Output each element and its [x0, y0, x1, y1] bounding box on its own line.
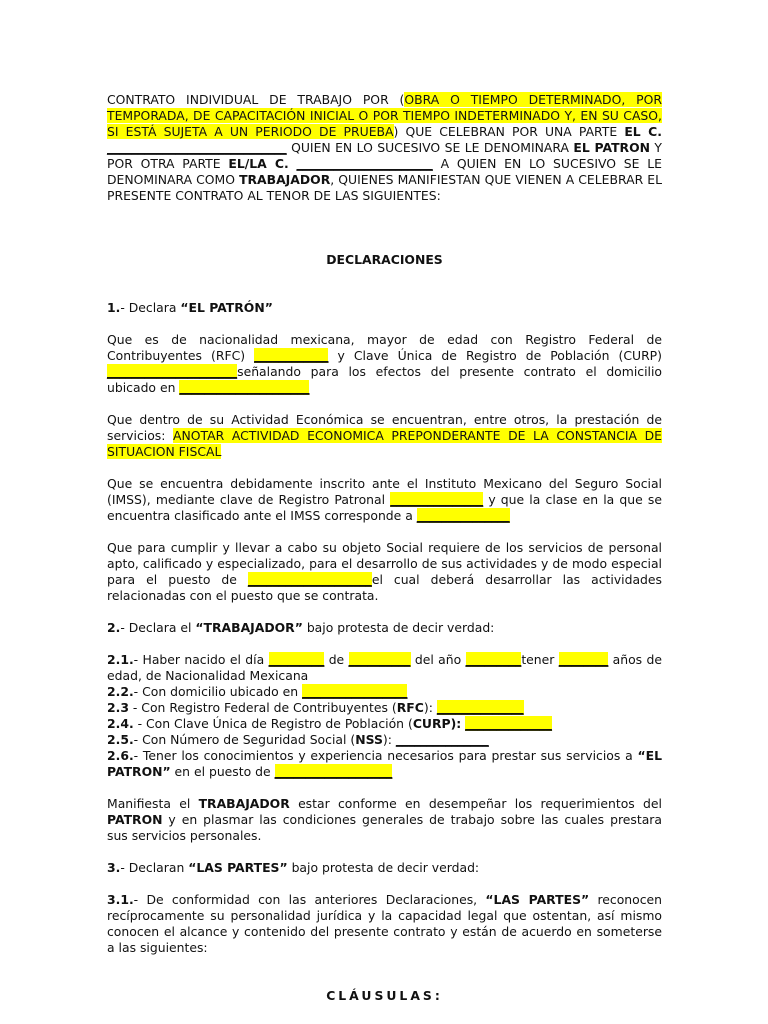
section-number: 1.	[107, 300, 121, 315]
item-bold: RFC	[396, 700, 424, 715]
intro-text: Y POR OTRA PARTE	[107, 140, 662, 171]
address-blank[interactable]: _____________________	[179, 380, 310, 395]
item-2-1	[107, 652, 662, 684]
item-number: 2.2.	[107, 684, 134, 699]
intro-bold: EL PATRON	[573, 140, 650, 155]
worker-rfc-blank[interactable]: ______________	[436, 700, 524, 715]
item-text: en el puesto de	[170, 764, 275, 779]
intro-bold: EL C.	[624, 124, 662, 139]
worker-address-blank[interactable]: _________________	[302, 684, 408, 699]
contract-intro	[107, 92, 662, 204]
rfc-blank[interactable]: ____________	[254, 348, 329, 363]
intro-text: CONTRATO INDIVIDUAL DE TRABAJO POR (	[107, 92, 405, 107]
item-3-1	[107, 892, 662, 956]
section-2-heading	[107, 620, 662, 636]
item-text: - Con Número de Seguridad Social (	[133, 732, 356, 747]
paragraph-text: el cual deberá desarrollar las actividades relacionadas con el puesto que se contrata.	[107, 572, 662, 603]
worker-nss-blank[interactable]: _______________	[395, 732, 489, 747]
worker-name-blank[interactable]: ______________________	[296, 156, 433, 171]
birth-year-blank[interactable]: _________	[465, 652, 522, 667]
item-2-5	[107, 732, 662, 748]
curp-blank[interactable]: _____________________	[107, 364, 238, 379]
employer-name-blank[interactable]: _____________________________	[107, 140, 287, 155]
item-bold: CURP):	[412, 716, 462, 731]
paragraph-bold: TRABAJADOR	[198, 796, 290, 811]
section-3-heading	[107, 860, 662, 876]
paragraph-text: y que la clase en la que se encuentra clasificado ante el IMSS corresponde a	[107, 492, 663, 523]
item-number: 2.3	[107, 700, 129, 715]
imss-class-blank[interactable]: _______________	[416, 508, 510, 523]
item-text: - Con domicilio ubicado en	[133, 684, 303, 699]
item-text: tener	[521, 652, 559, 667]
item-2-6	[107, 748, 662, 780]
imss-paragraph	[107, 476, 662, 524]
intro-text: QUIEN EN LO SUCESIVO SE LE DENOMINARA	[286, 140, 574, 155]
item-2-4	[107, 716, 662, 732]
intro-bold: EL/LA C.	[228, 156, 289, 171]
item-text: - Haber nacido el día	[133, 652, 269, 667]
item-text: - De conformidad con las anteriores Declaraciones,	[133, 892, 486, 907]
economic-activity-highlight[interactable]: ANOTAR ACTIVIDAD ECONOMICA PREPONDERANTE DE LA CONSTANCIA DE SITUACION FISCAL	[107, 428, 662, 459]
section-label: - Declara el	[120, 620, 196, 635]
item-text: - Con Clave Única de Registro de Población (	[133, 716, 413, 731]
section-party: “EL PATRÓN”	[180, 300, 273, 315]
paragraph-text: Manifiesta el	[107, 796, 199, 811]
item-text: - Tener los conocimientos y experiencia necesarios para prestar sus servicios a	[133, 748, 638, 763]
age-blank[interactable]: ________	[558, 652, 609, 667]
clausulas-heading: CLÁUSULAS:	[326, 988, 443, 1003]
section-number: 3.	[107, 860, 121, 875]
paragraph-text: Que para cumplir y llevar a cabo su objeto Social requiere de los servicios de personal apto, calificado y especializado, para el desarrollo de sus actividades y de modo especial para el puesto de	[107, 540, 662, 587]
section-number: 2.	[107, 620, 121, 635]
section-label: - Declara	[120, 300, 181, 315]
employer-registration-blank[interactable]: _______________	[390, 492, 484, 507]
section-label: bajo protesta de decir verdad:	[287, 860, 480, 875]
job-position-paragraph	[107, 540, 662, 604]
intro-text: ) QUE CELEBRAN POR UNA PARTE	[393, 124, 625, 139]
section-label: bajo protesta de decir verdad:	[302, 620, 495, 635]
item-number: 2.4.	[107, 716, 134, 731]
item-number: 2.1.	[107, 652, 134, 667]
item-bold: “EL PATRON”	[107, 748, 662, 779]
paragraph-text: y en plasmar las condiciones generales de trabajo sobre las cuales prestara sus servicios personales.	[107, 812, 662, 843]
paragraph-text: señalando para los efectos del presente contrato el domicilio ubicado en	[107, 364, 662, 395]
paragraph-text: Que se encuentra debidamente inscrito ante el Instituto Mexicano del Seguro Social (IMSS), mediante clave de Registro Patronal	[107, 476, 662, 507]
item-text: reconocen recíprocamente su personalidad jurídica y la capacidad legal que ostentan, así mismo conocen el alcance y contenido del presente contrato y están de acuerdo en someterse a las siguientes:	[107, 892, 663, 955]
worker-agreement-paragraph	[107, 796, 662, 844]
employer-rfc-curp-paragraph	[107, 332, 662, 396]
position-blank[interactable]: ____________________	[247, 572, 372, 587]
item-text: de	[324, 652, 349, 667]
section-label: - Declaran	[120, 860, 189, 875]
item-2-3	[107, 700, 662, 716]
birth-day-blank[interactable]: _________	[268, 652, 325, 667]
contract-type-highlight: OBRA O TIEMPO DETERMINADO, POR TEMPORADA, DE CAPACITACIÓN INICIAL O POR TIEMPO INDETERMINADO Y, EN SU CASO, SI ESTÁ SUJETA A UN PERIODO DE PRUEBA	[107, 92, 662, 139]
declaraciones-heading: DECLARACIONES	[326, 252, 443, 267]
item-bold: “LAS PARTES”	[485, 892, 590, 907]
item-bold: NSS	[355, 732, 383, 747]
item-number: 2.6.	[107, 748, 134, 763]
section-1-heading	[107, 300, 662, 316]
contract-body	[107, 92, 662, 1004]
item-number: 2.5.	[107, 732, 134, 747]
item-2-2	[107, 684, 662, 700]
item-text: años de edad, de Nacionalidad Mexicana	[107, 652, 662, 683]
economic-activity-paragraph	[107, 412, 662, 460]
paragraph-bold: PATRON	[107, 812, 163, 827]
intro-bold: TRABAJADOR	[239, 172, 331, 187]
item-number: 3.1.	[107, 892, 134, 907]
worker-curp-blank[interactable]: ______________	[465, 716, 552, 731]
item-text: - Con Registro Federal de Contribuyentes (	[128, 700, 397, 715]
birth-month-blank[interactable]: __________	[348, 652, 411, 667]
paragraph-text: Que dentro de su Actividad Económica se encuentran, entre otros, la prestación de servicios:	[107, 412, 662, 443]
item-text: del año	[410, 652, 466, 667]
paragraph-text: Que es de nacionalidad mexicana, mayor de edad con Registro Federal de Contribuyentes (RFC)	[107, 332, 662, 363]
intro-text: A QUIEN EN LO SUCESIVO SE LE DENOMINARA COMO	[107, 156, 662, 187]
paragraph-text: estar conforme en desempeñar los requerimientos del	[289, 796, 662, 811]
section-party: “TRABAJADOR”	[195, 620, 303, 635]
item-text: ):	[382, 732, 396, 747]
intro-text: , QUIENES MANIFIESTAN QUE VIENEN A CELEBRAR EL PRESENTE CONTRATO AL TENOR DE LAS SIGUIENTES:	[107, 172, 662, 203]
paragraph-text: y Clave Única de Registro de Población (CURP)	[328, 348, 662, 363]
item-text: ):	[423, 700, 437, 715]
worker-position-blank[interactable]: ___________________	[274, 764, 393, 779]
section-party: “LAS PARTES”	[188, 860, 288, 875]
